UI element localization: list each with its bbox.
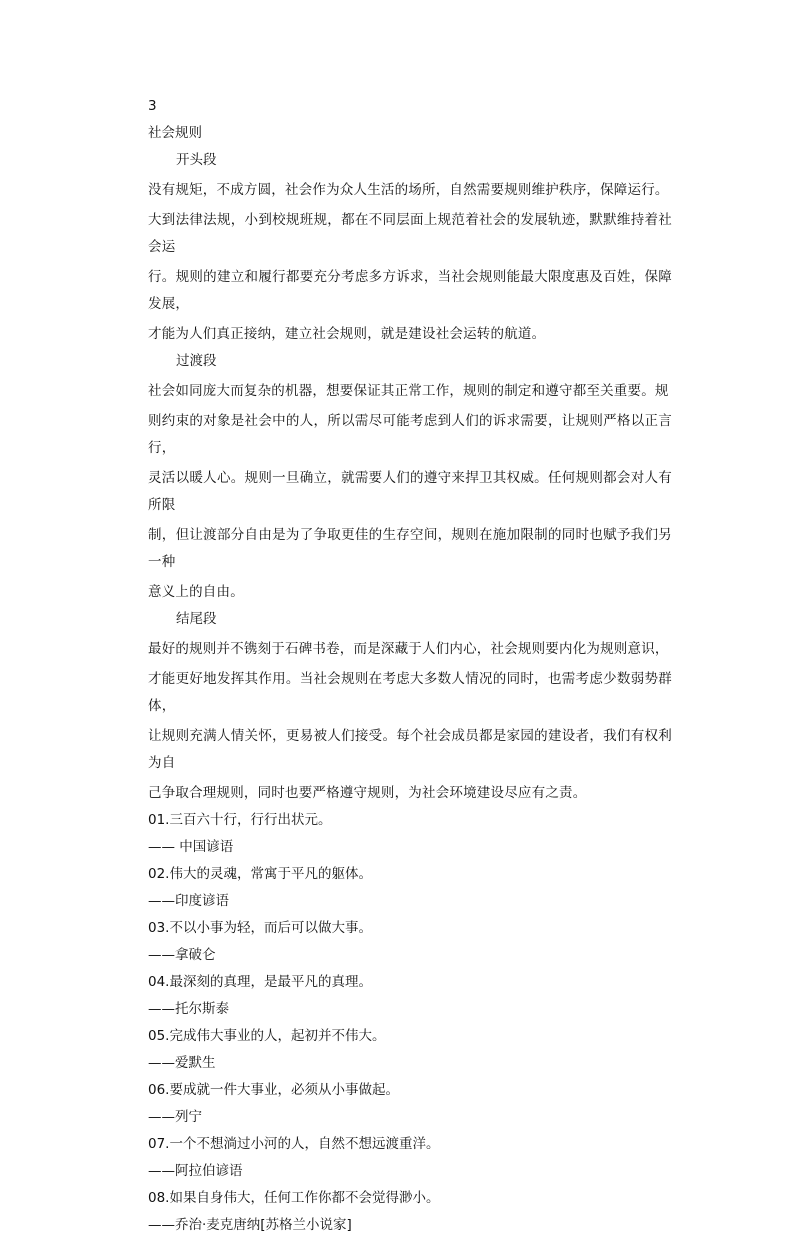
paragraph-line: 己争取合理规则，同时也要严格遵守规则，为社会环境建设尽应有之责。 [148, 785, 587, 801]
quote-text: 06.要成就一件大事业，必须从小事做起。 [148, 1082, 399, 1098]
quote-source: ——阿拉伯谚语 [148, 1163, 243, 1179]
paragraph-heading: 过渡段 [176, 353, 217, 369]
paragraph-line: 社会如同庞大而复杂的机器，想要保证其正常工作，规则的制定和遵守都至关重要。规 [148, 383, 669, 399]
quote-text: 02.伟大的灵魂，常寓于平凡的躯体。 [148, 866, 372, 882]
quote-source: —— 中国谚语 [148, 839, 234, 855]
document-page [148, 96, 672, 1242]
paragraph-ending [148, 609, 672, 807]
paragraph-body [148, 378, 672, 606]
quote-source: ——乔治·麦克唐纳[苏格兰小说家] [148, 1217, 352, 1233]
paragraph-line: 才能为人们真正接纳，建立社会规则，就是建设社会运转的航道。 [148, 326, 546, 342]
paragraph-line: 行。规则的建立和履行都要充分考虑多方诉求，当社会规则能最大限度惠及百姓，保障发展， [148, 269, 672, 312]
paragraph-line: 最好的规则并不镌刻于石碑书卷，而是深藏于人们内心，社会规则要内化为规则意识， [148, 641, 669, 657]
quote-source: ——列宁 [148, 1109, 202, 1125]
quote-list [148, 810, 672, 1235]
paragraph-body [148, 636, 672, 807]
paragraph-line: 让规则充满人情关怀，更易被人们接受。每个社会成员都是家园的建设者，我们有权利为自 [148, 728, 672, 771]
quote-text: 07.一个不想淌过小河的人，自然不想远渡重洋。 [148, 1136, 440, 1152]
paragraph-heading: 结尾段 [176, 611, 217, 627]
paragraph-heading: 开头段 [176, 152, 217, 168]
paragraph-opening [148, 150, 672, 348]
section-number: 3 [148, 98, 157, 114]
paragraph-line: 大到法律法规，小到校规班规，都在不同层面上规范着社会的发展轨迹，默默维持着社会运 [148, 212, 672, 255]
paragraph-line: 没有规矩，不成方圆，社会作为众人生活的场所，自然需要规则维护秩序，保障运行。 [148, 182, 669, 198]
quote-text: 08.如果自身伟大，任何工作你都不会觉得渺小。 [148, 1190, 440, 1206]
paragraph-transition [148, 351, 672, 606]
quote-source: ——托尔斯泰 [148, 1001, 229, 1017]
quote-source: ——印度谚语 [148, 893, 229, 909]
quote-text: 03.不以小事为轻，而后可以做大事。 [148, 920, 372, 936]
quote-text: 05.完成伟大事业的人，起初并不伟大。 [148, 1028, 386, 1044]
paragraph-line: 则约束的对象是社会中的人，所以需尽可能考虑到人们的诉求需要，让规则严格以正言行， [148, 413, 672, 456]
quote-text: 04.最深刻的真理，是最平凡的真理。 [148, 974, 372, 990]
paragraph-body [148, 177, 672, 348]
paragraph-line: 意义上的自由。 [148, 584, 244, 600]
quote-source: ——爱默生 [148, 1055, 216, 1071]
paragraph-line: 制，但让渡部分自由是为了争取更佳的生存空间，规则在施加限制的同时也赋予我们另一种 [148, 527, 672, 570]
quote-text: 01.三百六十行，行行出状元。 [148, 812, 332, 828]
paragraph-line: 灵活以暖人心。规则一旦确立，就需要人们的遵守来捍卫其权威。任何规则都会对人有所限 [148, 470, 672, 513]
section-title: 社会规则 [148, 125, 202, 141]
paragraph-line: 才能更好地发挥其作用。当社会规则在考虑大多数人情况的同时，也需考虑少数弱势群体， [148, 671, 672, 714]
quote-source: ——拿破仑 [148, 947, 216, 963]
